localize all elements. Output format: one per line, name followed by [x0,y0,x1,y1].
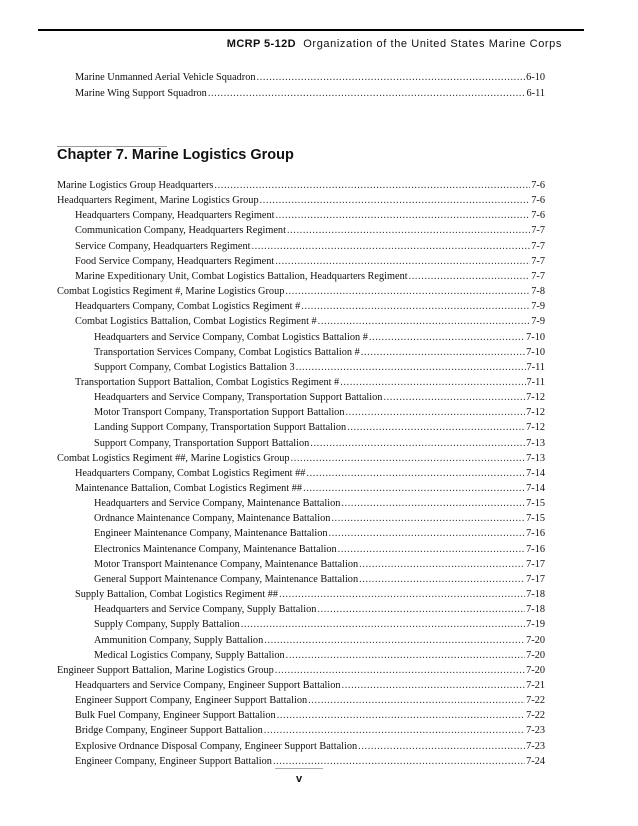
toc-entry[interactable] [0,557,638,573]
toc-entry-page: 7-16 [526,543,545,555]
toc-entry[interactable] [0,481,638,497]
toc-entry-page: 7-20 [526,649,545,661]
dot-leader [310,436,525,452]
toc-entry-page: 7-20 [526,634,545,646]
toc-entry-title: Supply Battalion, Combat Logistics Regiment ## [75,589,279,601]
dot-leader [331,511,525,527]
toc-entry[interactable] [0,602,638,618]
dot-leader [359,572,525,588]
toc-entry-page: 7-6 [531,210,545,222]
toc-entry-title: Electronics Maintenance Company, Maintenance Battalion [94,543,337,555]
dot-leader [358,739,525,755]
toc-entry-title: Combat Logistics Regiment ##, Marine Logistics Group [57,452,290,464]
toc-entry-title: Marine Unmanned Aerial Vehicle Squadron [75,72,256,83]
toc-entry-title: Engineer Support Battalion, Marine Logistics Group [57,664,274,676]
toc-entry[interactable] [0,405,638,421]
toc-entry[interactable] [0,360,638,376]
toc-entry[interactable] [0,375,638,391]
toc-entry-page: 6-10 [526,72,545,83]
dot-leader [296,360,526,376]
toc-entry-title: Engineer Support Company, Engineer Support Battalion [75,695,308,707]
toc-entry[interactable] [0,314,638,330]
toc-entry-title: Ammunition Company, Supply Battalion [94,634,264,646]
toc-entry-title: Headquarters and Service Company, Combat Logistics Battalion # [94,331,368,343]
chapter-title: Chapter 7. Marine Logistics Group [57,147,294,163]
toc-entry-title: Marine Expeditionary Unit, Combat Logistics Battalion, Headquarters Regiment [75,270,408,282]
toc-entry-page: 7-14 [526,483,545,494]
toc-entry-page: 7-9 [531,301,545,313]
dot-leader [241,617,525,633]
toc-entry[interactable] [0,693,638,709]
toc-entry[interactable] [0,617,638,633]
toc-entry-title: Explosive Ordnance Disposal Company, Engineer Support Battalion [75,740,358,752]
toc-entry[interactable] [0,708,638,724]
toc-entry-page: 7-6 [531,195,545,207]
toc-entry-page: 7-23 [526,725,545,737]
toc-entry[interactable] [0,330,638,346]
toc-entry-page: 7-10 [526,331,545,343]
toc-entry-title: Maintenance Battalion, Combat Logistics Regiment ## [75,483,303,494]
dot-leader [251,239,530,255]
toc-entry-page: 7-22 [526,710,545,722]
toc-entry[interactable] [0,587,638,603]
toc-entry[interactable] [0,269,638,285]
toc-entry-title: Landing Support Company, Transportation Support Battalion [94,422,347,434]
toc-entry-title: Communication Company, Headquarters Regiment [75,225,286,237]
toc-entry-title: Headquarters and Service Company, Engineer Support Battalion [75,679,341,691]
dot-leader [287,223,530,239]
dot-leader [347,420,525,436]
toc-entry[interactable] [0,542,638,558]
toc-entry-title: Headquarters and Service Company, Maintenance Battalion [94,498,341,510]
dot-leader [208,86,526,102]
toc-entry-page: 7-12 [526,422,545,434]
toc-entry-page: 7-11 [526,376,545,388]
toc-entry-page: 7-12 [526,392,545,404]
toc-entry-title: Medical Logistics Company, Supply Battalion [94,649,285,661]
dot-leader [345,405,525,421]
dot-leader [257,70,526,86]
dot-leader [340,375,525,391]
dot-leader [286,648,525,664]
dot-leader [338,542,525,558]
toc-entry[interactable] [0,420,638,436]
dot-leader [369,330,525,346]
toc-entry[interactable] [0,390,638,406]
toc-entry-page: 7-7 [531,225,545,237]
toc-entry[interactable] [0,572,638,588]
toc-entry[interactable] [0,663,638,679]
dot-leader [317,602,525,618]
toc-entry-page: 7-10 [526,346,545,358]
toc-entry-page: 7-19 [526,619,545,631]
dot-leader [264,723,525,739]
dot-leader [409,269,531,285]
toc-entry-page: 7-8 [531,286,545,298]
toc-entry-title: Transportation Services Company, Combat Logistics Battalion # [94,346,360,358]
toc-entry-title: Support Company, Transportation Support Battalion [94,437,310,449]
running-header [227,38,562,50]
toc-entry[interactable] [0,723,638,739]
toc-entry[interactable] [0,208,638,224]
dot-leader [275,254,530,270]
toc-entry-title: Food Service Company, Headquarters Regiment [75,255,275,267]
dot-leader [329,526,526,542]
toc-entry[interactable] [0,466,638,482]
dot-leader [275,208,530,224]
toc-entry[interactable] [0,284,638,300]
dot-leader [361,345,525,361]
toc-entry[interactable] [0,299,638,315]
toc-entry-title: Transportation Support Battalion, Combat Logistics Regiment # [75,376,340,388]
toc-entry-page: 7-12 [526,407,545,419]
dot-leader [306,466,525,482]
toc-entry[interactable] [0,254,638,270]
toc-entry[interactable] [0,496,638,512]
toc-entry-page: 7-24 [526,755,545,767]
toc-entry-title: Bulk Fuel Company, Engineer Support Battalion [75,710,276,722]
toc-entry[interactable] [0,451,638,467]
dot-leader [341,496,525,512]
toc-entry-title: Headquarters Regiment, Marine Logistics Group [57,195,259,207]
toc-entry-title: Marine Wing Support Squadron [75,88,207,99]
dot-leader [285,284,530,300]
toc-entry-title: Motor Transport Company, Transportation Support Battalion [94,407,345,419]
toc-entry-title: Ordnance Maintenance Company, Maintenance Battalion [94,513,331,525]
publication-code: MCRP 5-12D [226,38,296,50]
dot-leader [383,390,525,406]
toc-entry-page: 7-17 [526,573,545,585]
toc-entry-page: 7-7 [531,240,545,252]
toc-entry-title: Motor Transport Maintenance Company, Maintenance Battalion [94,558,359,570]
toc-entry-page: 7-22 [526,695,545,707]
toc-entry-title: Engineer Maintenance Company, Maintenance Battalion [94,528,328,540]
dot-leader [342,678,526,694]
dot-leader [303,481,525,497]
toc-entry-page: 7-13 [526,437,545,449]
toc-entry-page: 6-11 [526,88,545,99]
dot-leader [301,299,530,315]
toc-entry-page: 7-21 [526,679,545,691]
toc-entry[interactable] [0,239,638,255]
toc-entry-page: 7-23 [526,740,545,752]
toc-entry-title: General Support Maintenance Company, Maintenance Battalion [94,573,359,585]
toc-entry-title: Bridge Company, Engineer Support Battalion [75,725,263,737]
dot-leader [214,178,530,194]
toc-entry-page: 7-18 [526,604,545,616]
toc-entry[interactable] [0,345,638,361]
toc-entry-title: Combat Logistics Regiment #, Marine Logistics Group [57,286,285,298]
toc-entry-page: 7-14 [526,467,545,479]
toc-entry[interactable] [0,70,638,86]
toc-entry-title: Supply Company, Supply Battalion [94,619,240,631]
toc-entry-title: Support Company, Combat Logistics Battalion 3 [94,361,295,373]
dot-leader [318,314,531,330]
toc-entry-page: 7-18 [526,589,545,601]
dot-leader [359,557,525,573]
toc-entry-title: Engineer Company, Engineer Support Battalion [75,755,272,767]
header-rule [38,29,584,31]
toc-entry-title: Headquarters Company, Combat Logistics Regiment # [75,301,301,313]
toc-entry-page: 7-17 [526,558,545,570]
publication-title: Organization of the United States Marine Corps [303,38,562,50]
toc-entry-page: 7-20 [526,664,545,676]
toc-entry-title: Headquarters and Service Company, Supply Battalion [94,604,317,616]
toc-entry[interactable] [0,193,638,209]
toc-entry-page: 7-15 [526,498,545,510]
footer-rule [275,768,323,769]
dot-leader [275,663,525,679]
dot-leader [308,693,525,709]
toc-entry-page: 7-15 [526,513,545,525]
toc-entry[interactable] [0,633,638,649]
toc-entry-page: 7-11 [526,361,545,373]
toc-entry[interactable] [0,739,638,755]
toc-entry[interactable] [0,178,638,194]
dot-leader [279,587,525,603]
toc-entry-page: 7-13 [526,452,545,464]
toc-entry[interactable] [0,511,638,527]
toc-entry-title: Headquarters Company, Headquarters Regiment [75,210,275,222]
toc-entry-title: Headquarters Company, Combat Logistics Regiment ## [75,467,306,479]
toc-entry[interactable] [0,436,638,452]
toc-entry-title: Service Company, Headquarters Regiment [75,240,251,252]
toc-entry[interactable] [0,648,638,664]
dot-leader [260,193,531,209]
dot-leader [291,451,526,467]
toc-entry-page: 7-7 [531,255,545,267]
toc-entry-page: 7-9 [531,316,545,328]
toc-entry[interactable] [0,526,638,542]
toc-entry[interactable] [0,223,638,239]
toc-entry[interactable] [0,678,638,694]
page-number: v [295,773,303,785]
toc-entry-title: Headquarters and Service Company, Transportation Support Battalion [94,392,383,404]
toc-entry-page: 7-16 [526,528,545,540]
toc-entry-title: Marine Logistics Group Headquarters [57,180,214,191]
dot-leader [264,633,525,649]
dot-leader [277,708,525,724]
toc-entry[interactable] [0,86,638,102]
toc-entry-page: 7-6 [531,180,545,191]
toc-entry-title: Combat Logistics Battalion, Combat Logistics Regiment # [75,316,317,328]
toc-entry-page: 7-7 [531,270,545,282]
